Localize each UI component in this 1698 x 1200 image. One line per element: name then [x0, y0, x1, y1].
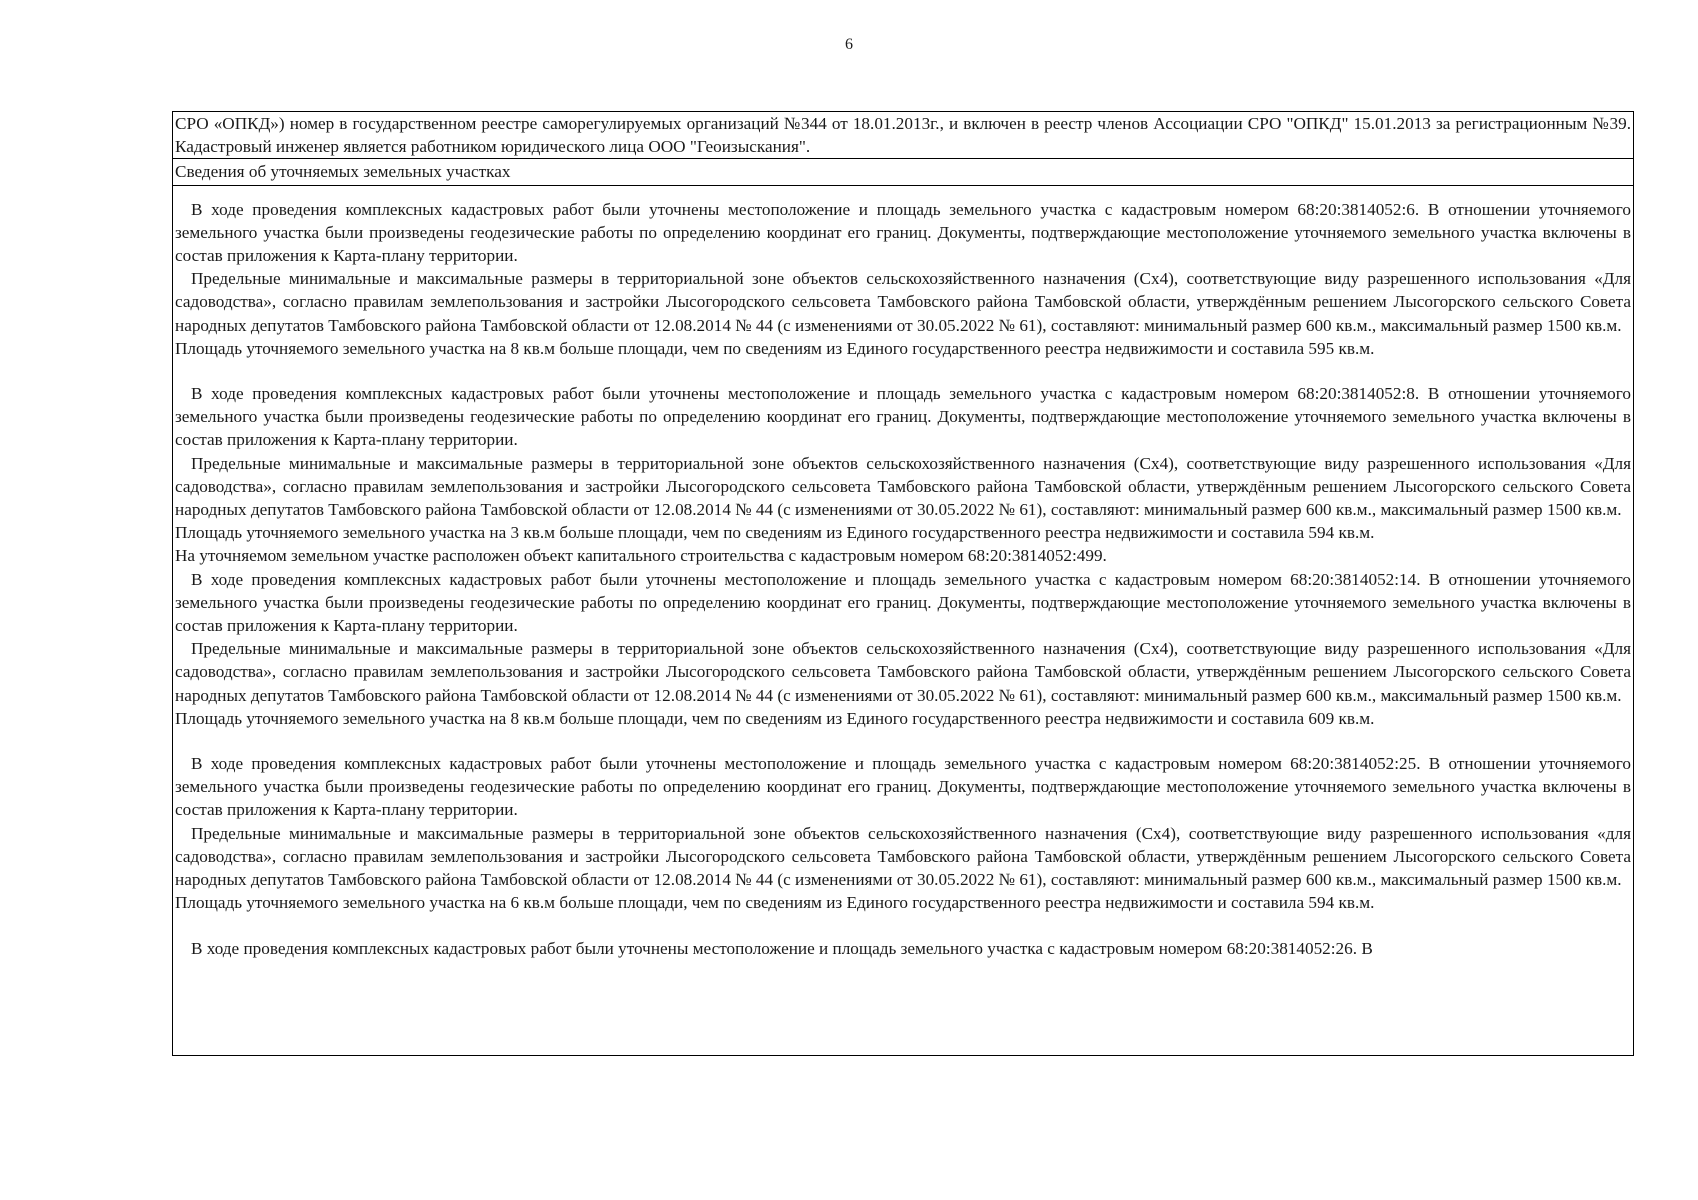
- parcel-3-size-limits: Предельные минимальные и максимальные размеры в территориальной зоне объектов сельскохозяйственного назначения (Сх4), соответствующие виду разрешенного использования «Для садоводства», согласно правилам землепользования и застройки Лысогородского сельсовета Тамбовского района Тамбовской области, утверждённым решением Лысогорского сельского Совета народных депутатов Тамбовского района Тамбовской области от 12.08.2014 № 44 (с изменениями от 30.05.2022 № 61), составляют: минимальный размер 600 кв.м., максимальный размер 1500 кв.м.: [175, 639, 1631, 705]
- parcels-body: [173, 185, 1633, 960]
- intro-text: СРО «ОПКД») номер в государственном реестре саморегулируемых организаций №344 от 18.01.2013г., и включен в реестр членов Ассоциации СРО "ОПКД" 15.01.2013 за регистрационным №39. Кадастровый инженер является работником юридического лица ООО "Геоизыскания".: [175, 114, 1631, 157]
- intro-cell: [173, 112, 1633, 159]
- parcel-1-size-limits: Предельные минимальные и максимальные размеры в территориальной зоне объектов сельскохозяйственного назначения (Сх4), соответствующие виду разрешенного использования «Для садоводства», согласно правилам землепользования и застройки Лысогородского сельсовета Тамбовского района Тамбовской области, утверждённым решением Лысогорского сельского Совета народных депутатов Тамбовского района Тамбовской области от 12.08.2014 № 44 (с изменениями от 30.05.2022 № 61), составляют: минимальный размер 600 кв.м., максимальный размер 1500 кв.м.: [175, 269, 1631, 335]
- parcel-2-size-limits: Предельные минимальные и максимальные размеры в территориальной зоне объектов сельскохозяйственного назначения (Сх4), соответствующие виду разрешенного использования «Для садоводства», согласно правилам землепользования и застройки Лысогородского сельсовета Тамбовского района Тамбовской области, утверждённым решением Лысогорского сельского Совета народных депутатов Тамбовского района Тамбовской области от 12.08.2014 № 44 (с изменениями от 30.05.2022 № 61), составляют: минимальный размер 600 кв.м., максимальный размер 1500 кв.м.: [175, 453, 1631, 520]
- parcel-1-area: Площадь уточняемого земельного участка на 8 кв.м больше площади, чем по сведениям из Единого государственного реестра недвижимости и составила 595 кв.м.: [175, 338, 1375, 358]
- table-bottom-border: [172, 1055, 1634, 1056]
- parcel-4-area: Площадь уточняемого земельного участка на 6 кв.м больше площади, чем по сведениям из Единого государственного реестра недвижимости и составила 594 кв.м.: [175, 893, 1375, 913]
- parcel-1-location: В ходе проведения комплексных кадастровых работ были уточнены местоположение и площадь земельного участка с кадастровым номером 68:20:3814052:6. В отношении уточняемого земельного участка были произведены геодезические работы по определению координат его границ. Документы, подтверждающие местоположение уточняемого земельного участка включены в состав приложения к Карта-плану территории.: [175, 199, 1631, 266]
- parcel-3-area: Площадь уточняемого земельного участка на 8 кв.м больше площади, чем по сведениям из Единого государственного реестра недвижимости и составила 609 кв.м.: [175, 708, 1375, 728]
- section-heading: Сведения об уточняемых земельных участках: [175, 162, 511, 182]
- parcel-2-location: В ходе проведения комплексных кадастровых работ были уточнены местоположение и площадь земельного участка с кадастровым номером 68:20:3814052:8. В отношении уточняемого земельного участка были произведены геодезические работы по определению координат его границ. Документы, подтверждающие местоположение уточняемого земельного участка включены в состав приложения к Карта-плану территории.: [175, 384, 1631, 450]
- document-table: [172, 111, 1634, 1055]
- parcel-4-location: В ходе проведения комплексных кадастровых работ были уточнены местоположение и площадь земельного участка с кадастровым номером 68:20:3814052:25. В отношении уточняемого земельного участка были произведены геодезические работы по определению координат его границ. Документы, подтверждающие местоположение уточняемого земельного участка включены в состав приложения к Карта-плану территории.: [175, 754, 1631, 820]
- parcel-2-area: Площадь уточняемого земельного участка на 3 кв.м больше площади, чем по сведениям из Единого государственного реестра недвижимости и составила 594 кв.м.: [175, 523, 1375, 543]
- parcel-5-location-start: В ходе проведения комплексных кадастровых работ были уточнены местоположение и площадь земельного участка с кадастровым номером 68:20:3814052:26. В: [191, 938, 1373, 958]
- parcel-4-size-limits: Предельные минимальные и максимальные размеры в территориальной зоне объектов сельскохозяйственного назначения (Сх4), соответствующие виду разрешенного использования «для садоводства», согласно правилам землепользования и застройки Лысогородского сельсовета Тамбовского района Тамбовской области, утверждённым решением Лысогорского сельского Совета народных депутатов Тамбовского района Тамбовской области от 12.08.2014 № 44 (с изменениями от 30.05.2022 № 61), составляют: минимальный размер 600 кв.м., максимальный размер 1500 кв.м.: [175, 823, 1631, 890]
- parcel-2-building: На уточняемом земельном участке расположен объект капитального строительства с кадастровым номером 68:20:3814052:499.: [175, 546, 1107, 566]
- parcel-3-location: В ходе проведения комплексных кадастровых работ были уточнены местоположение и площадь земельного участка с кадастровым номером 68:20:3814052:14. В отношении уточняемого земельного участка были произведены геодезические работы по определению координат его границ. Документы, подтверждающие местоположение уточняемого земельного участка включены в состав приложения к Карта-плану территории.: [175, 569, 1631, 636]
- page-number: 6: [845, 36, 853, 53]
